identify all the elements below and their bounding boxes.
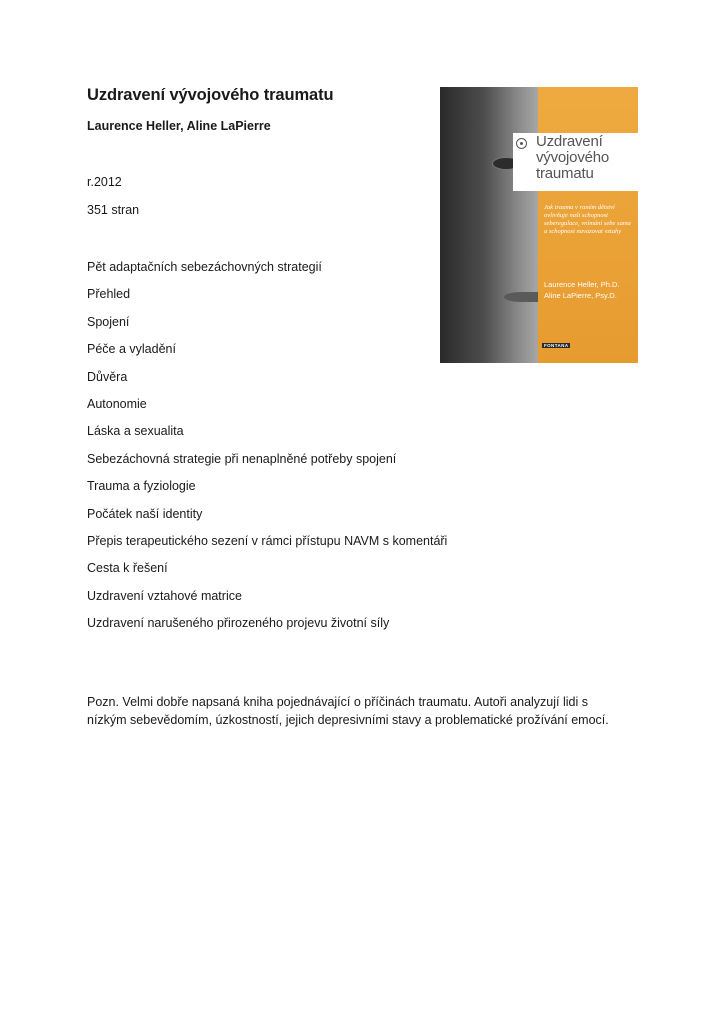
cover-title-line: vývojového	[536, 149, 610, 166]
toc-item: Sebezáchovná strategie při nenaplněné potřeby spojení	[87, 451, 397, 466]
cover-lip-shape	[504, 292, 538, 302]
toc-item: Trauma a fyziologie	[87, 479, 196, 494]
toc-item: Počátek naší identity	[87, 506, 203, 521]
toc-item: Pět adaptačních sebezáchovných strategií	[87, 260, 322, 274]
toc-item: Autonomie	[87, 396, 147, 411]
book-title: Uzdravení vývojového traumatu	[87, 86, 334, 104]
cover-face-photo	[440, 87, 538, 363]
cover-publisher-logo: FONTANA	[544, 343, 569, 348]
toc-item: Uzdravení vztahové matrice	[87, 588, 242, 603]
toc-item: Přehled	[87, 287, 131, 302]
page-count: 351 stran	[87, 203, 140, 217]
table-of-contents	[87, 258, 447, 641]
toc-item: Uzdravení narušeného přirozeného projevu životní síly	[87, 616, 390, 631]
toc-item: Důvěra	[87, 369, 128, 384]
cover-author: Laurence Heller, Ph.D.	[544, 280, 620, 289]
publication-year: r.2012	[87, 175, 122, 189]
publisher-emblem-icon	[516, 138, 527, 149]
book-authors: Laurence Heller, Aline LaPierre	[87, 119, 271, 133]
toc-item: Přepis terapeutického sezení v rámci přístupu NAVM s komentáři	[87, 533, 448, 548]
cover-author: Aline LaPierre, Psy.D.	[544, 291, 617, 300]
toc-item: Cesta k řešení	[87, 561, 168, 576]
review-note: Pozn. Velmi dobře napsaná kniha pojednávající o příčinách traumatu. Autoři analyzují lidi s nízkým sebevědomím, úzkostností, jejich depresivními stavy a problematické prožívání emocí.	[87, 695, 609, 727]
cover-tagline: Jak trauma v raném dětství ovlivňuje naši schopnost seberegulace, vnímání sebe sama a schopnost navazovat vztahy	[544, 204, 631, 235]
toc-item: Spojení	[87, 314, 130, 329]
cover-title-line: traumatu	[536, 165, 594, 182]
toc-item: Láska a sexualita	[87, 424, 184, 439]
cover-title	[536, 134, 636, 182]
toc-item: Péče a vyladění	[87, 342, 176, 357]
cover-title-line: Uzdravení	[536, 133, 603, 150]
book-cover-image	[440, 87, 638, 363]
cover-authors	[544, 279, 636, 301]
